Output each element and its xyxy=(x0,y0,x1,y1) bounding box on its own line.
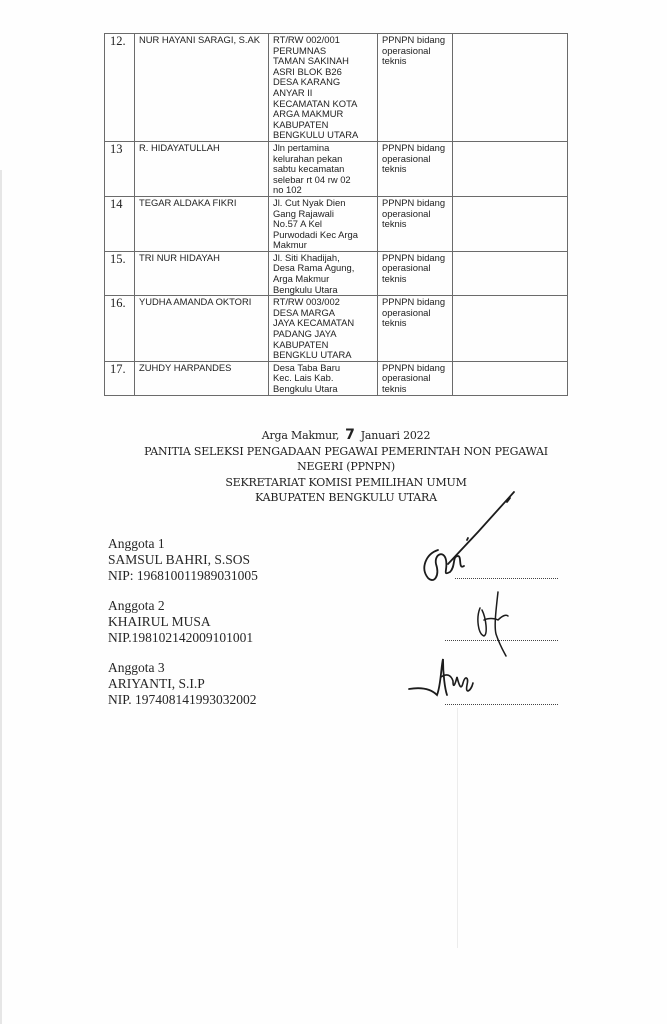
candidate-address xyxy=(269,296,378,362)
member-block-2 xyxy=(108,598,253,646)
address-line: Desa Taba Baru xyxy=(273,361,341,373)
paper-fold-line xyxy=(457,708,458,948)
candidate-address xyxy=(269,251,378,295)
position-line: teknis xyxy=(382,55,407,67)
address-line: Desa Rama Agung, xyxy=(273,262,355,274)
table-row xyxy=(105,251,568,295)
candidate-name: YUDHA AMANDA OKTORI xyxy=(135,296,269,362)
candidate-address xyxy=(269,361,378,395)
position-line: teknis xyxy=(382,383,407,394)
address-line: Kec. Lais Kab. xyxy=(273,372,334,384)
address-line: PERUMNAS xyxy=(273,44,327,56)
table-row xyxy=(105,296,568,362)
address-line: No.57 A Kel xyxy=(273,218,322,230)
committee-title-line2: NEGERI (PPNPN) xyxy=(297,460,395,473)
signature-3 xyxy=(407,655,487,705)
position-line: PPNPN bidang xyxy=(382,141,446,153)
notes-cell xyxy=(453,196,568,251)
position-line: PPNPN bidang xyxy=(382,361,446,373)
candidate-position xyxy=(378,196,453,251)
address-line: BENGKULU UTARA xyxy=(273,129,359,141)
member-name: SAMSUL BAHRI, S.SOS xyxy=(108,552,251,567)
address-line: selebar rt 04 rw 02 xyxy=(273,173,351,185)
address-line: no 102 xyxy=(273,184,302,196)
position-line: PPNPN bidang xyxy=(382,196,446,208)
address-line: RT/RW 003/002 xyxy=(273,296,340,308)
address-line: Arga Makmur xyxy=(273,273,330,285)
handwritten-day: 7 xyxy=(345,427,355,443)
member-role: Anggota 1 xyxy=(108,536,165,551)
address-line: ANYAR II xyxy=(273,86,313,98)
table-row xyxy=(105,361,568,395)
row-number: 15. xyxy=(105,251,135,295)
address-line: ARGA MAKMUR xyxy=(273,108,344,120)
member-block-3 xyxy=(108,660,257,708)
signature-1 xyxy=(418,490,518,590)
member-name: ARIYANTI, S.I.P xyxy=(108,676,205,691)
position-line: teknis xyxy=(382,317,407,329)
candidate-address xyxy=(269,141,378,196)
notes-cell xyxy=(453,251,568,295)
address-line: Gang Rajawali xyxy=(273,207,334,219)
committee-title-line1: PANITIA SELEKSI PENGADAAN PEGAWAI PEMERINTAH NON PEGAWAI xyxy=(144,444,548,458)
candidate-position xyxy=(378,296,453,362)
scan-edge-shadow xyxy=(0,170,2,1024)
candidate-position xyxy=(378,251,453,295)
row-number: 17. xyxy=(105,361,135,395)
address-line: DESA MARGA xyxy=(273,306,335,318)
candidate-table xyxy=(104,33,568,396)
notes-cell xyxy=(453,34,568,142)
signature-2 xyxy=(474,590,514,660)
date-month-year: Januari 2022 xyxy=(360,429,431,442)
position-line: teknis xyxy=(382,218,407,230)
candidate-address xyxy=(269,34,378,142)
date-line xyxy=(120,428,572,444)
address-line: Bengkulu Utara xyxy=(273,283,338,295)
notes-cell xyxy=(453,361,568,395)
candidate-position xyxy=(378,141,453,196)
member-nip: NIP. 197408141993032002 xyxy=(108,692,257,707)
address-line: ASRI BLOK B26 xyxy=(273,65,342,77)
candidate-address xyxy=(269,196,378,251)
address-line: sabtu kecamatan xyxy=(273,163,345,175)
candidate-position xyxy=(378,361,453,395)
candidate-position xyxy=(378,34,453,142)
position-line: operasional xyxy=(382,152,431,164)
position-line: operasional xyxy=(382,207,431,219)
address-line: Jl. Siti Khadijah, xyxy=(273,251,340,263)
member-name: KHAIRUL MUSA xyxy=(108,614,211,629)
address-line: Purwodadi Kec Arga xyxy=(273,228,358,240)
candidate-name: TEGAR ALDAKA FIKRI xyxy=(135,196,269,251)
position-line: operasional xyxy=(382,306,431,318)
position-line: teknis xyxy=(382,273,407,285)
candidate-name: R. HIDAYATULLAH xyxy=(135,141,269,196)
date-place: Arga Makmur, xyxy=(261,429,340,442)
address-line: Jln pertamina xyxy=(273,141,330,153)
table-row xyxy=(105,196,568,251)
address-line: JAYA KECAMATAN xyxy=(273,317,355,329)
address-line: RT/RW 002/001 xyxy=(273,34,340,45)
member-nip: NIP: 196810011989031005 xyxy=(108,568,258,583)
row-number: 12. xyxy=(105,34,135,142)
position-line: PPNPN bidang xyxy=(382,34,446,45)
candidate-name: NUR HAYANI SARAGI, S.AK xyxy=(135,34,269,142)
row-number: 14 xyxy=(105,196,135,251)
address-line: KABUPATEN xyxy=(273,338,329,350)
position-line: PPNPN bidang xyxy=(382,296,446,308)
office-name: SEKRETARIAT KOMISI PEMILIHAN UMUM xyxy=(225,475,467,489)
address-line: BENGKLU UTARA xyxy=(273,349,352,361)
table-row xyxy=(105,34,568,142)
candidate-name: TRI NUR HIDAYAH xyxy=(135,251,269,295)
member-nip: NIP.198102142009101001 xyxy=(108,630,254,645)
address-line: kelurahan pekan xyxy=(273,152,343,164)
table-row xyxy=(105,141,568,196)
position-line: teknis xyxy=(382,163,407,175)
address-line: Bengkulu Utara xyxy=(273,383,338,394)
position-line: operasional xyxy=(382,262,431,274)
regency-name: KABUPATEN BENGKULU UTARA xyxy=(255,491,437,504)
notes-cell xyxy=(453,296,568,362)
address-line: PADANG JAYA xyxy=(273,328,337,340)
position-line: operasional xyxy=(382,372,431,384)
address-line: TAMAN SAKINAH xyxy=(273,55,349,67)
address-line: DESA KARANG xyxy=(273,76,341,88)
notes-cell xyxy=(453,141,568,196)
row-number: 16. xyxy=(105,296,135,362)
address-line: Makmur xyxy=(273,239,307,251)
address-line: KABUPATEN xyxy=(273,118,329,130)
candidate-name: ZUHDY HARPANDES xyxy=(135,361,269,395)
member-block-1 xyxy=(108,536,258,584)
member-role: Anggota 3 xyxy=(108,660,165,675)
position-line: PPNPN bidang xyxy=(382,251,446,263)
address-line: Jl. Cut Nyak Dien xyxy=(273,196,346,208)
row-number: 13 xyxy=(105,141,135,196)
member-role: Anggota 2 xyxy=(108,598,165,613)
position-line: operasional xyxy=(382,44,431,56)
address-line: KECAMATAN KOTA xyxy=(273,97,358,109)
